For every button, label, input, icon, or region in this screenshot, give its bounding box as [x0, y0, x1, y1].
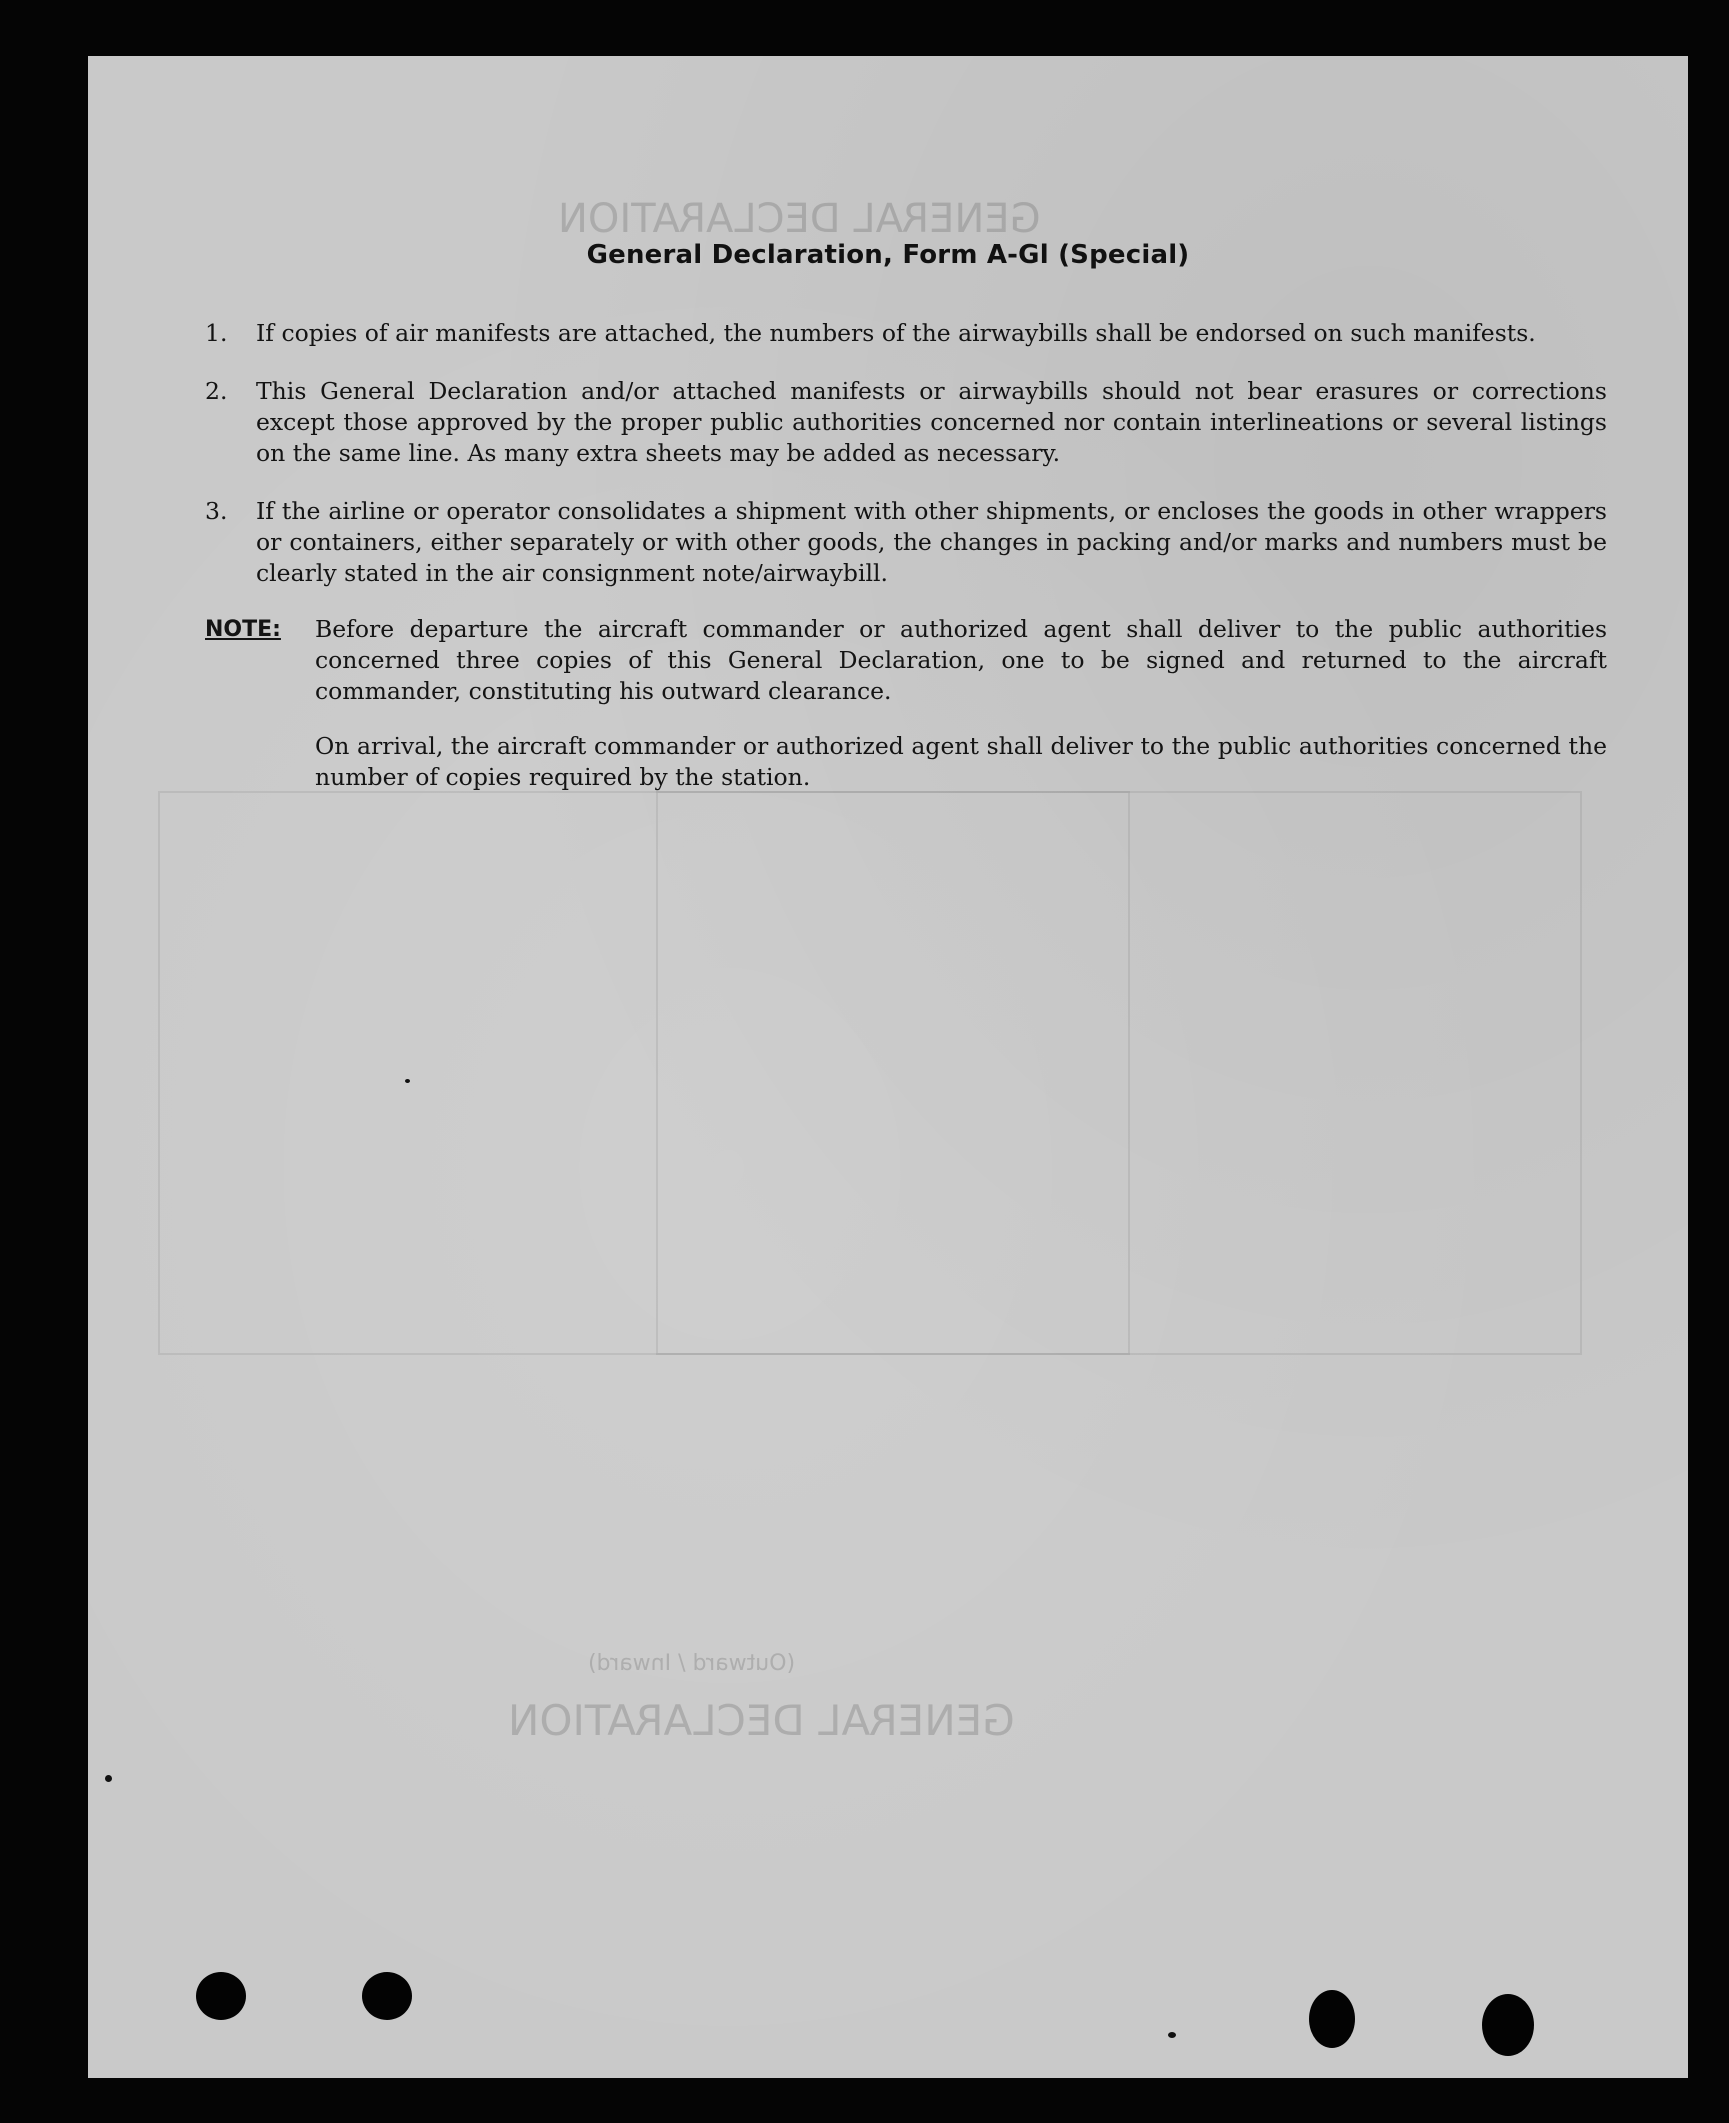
scan-speck [105, 1775, 112, 1782]
document-page [88, 56, 1688, 2078]
scan-speck [1168, 2032, 1176, 2038]
punch-hole [1309, 1990, 1355, 2048]
list-item [205, 496, 1607, 589]
item-text: This General Declaration and/or attached manifests or airwaybills should not bear erasures or corrections except those approved by the proper public authorities concerned nor contain interlineations or several listings on the same line. As many extra sheets may be added as necessary. [256, 377, 1607, 467]
item-number: 2. [205, 377, 228, 405]
list-item [205, 376, 1607, 469]
note-paragraph: On arrival, the aircraft commander or authorized agent shall deliver to the public authorities concerned the number of copies required by the station. [315, 732, 1607, 791]
item-number: 1. [205, 319, 228, 347]
list-item [205, 318, 1607, 349]
note-block [205, 614, 1607, 707]
punch-hole [196, 1972, 246, 2020]
bleed-through-column [656, 791, 1130, 1355]
bleed-through-text: GENERAL DECLARATION [558, 196, 1041, 242]
bleed-through-text: GENERAL DECLARATION [508, 1696, 1015, 1745]
note-paragraph: Before departure the aircraft commander or authorized agent shall deliver to the public authorities concerned three copies of this General Declaration, one to be signed and returned to the aircraft commander, constituting his outward clearance. [315, 615, 1607, 705]
page-title: General Declaration, Form A-Gl (Special) [586, 240, 1190, 270]
scan-speck [405, 1079, 410, 1083]
note-label: NOTE: [205, 617, 281, 642]
bleed-through-text: (Outward / Inward) [588, 1651, 796, 1676]
punch-hole [1482, 1994, 1534, 2056]
item-text: If the airline or operator consolidates a shipment with other shipments, or encloses the goods in other wrappers or containers, either separately or with other goods, the changes in packing and/or marks and numbers must be clearly stated in the air consignment note/airwaybill. [256, 497, 1607, 587]
item-text: If copies of air manifests are attached, the numbers of the airwaybills shall be endorsed on such manifests. [256, 319, 1536, 347]
item-number: 3. [205, 497, 228, 525]
punch-hole [362, 1972, 412, 2020]
